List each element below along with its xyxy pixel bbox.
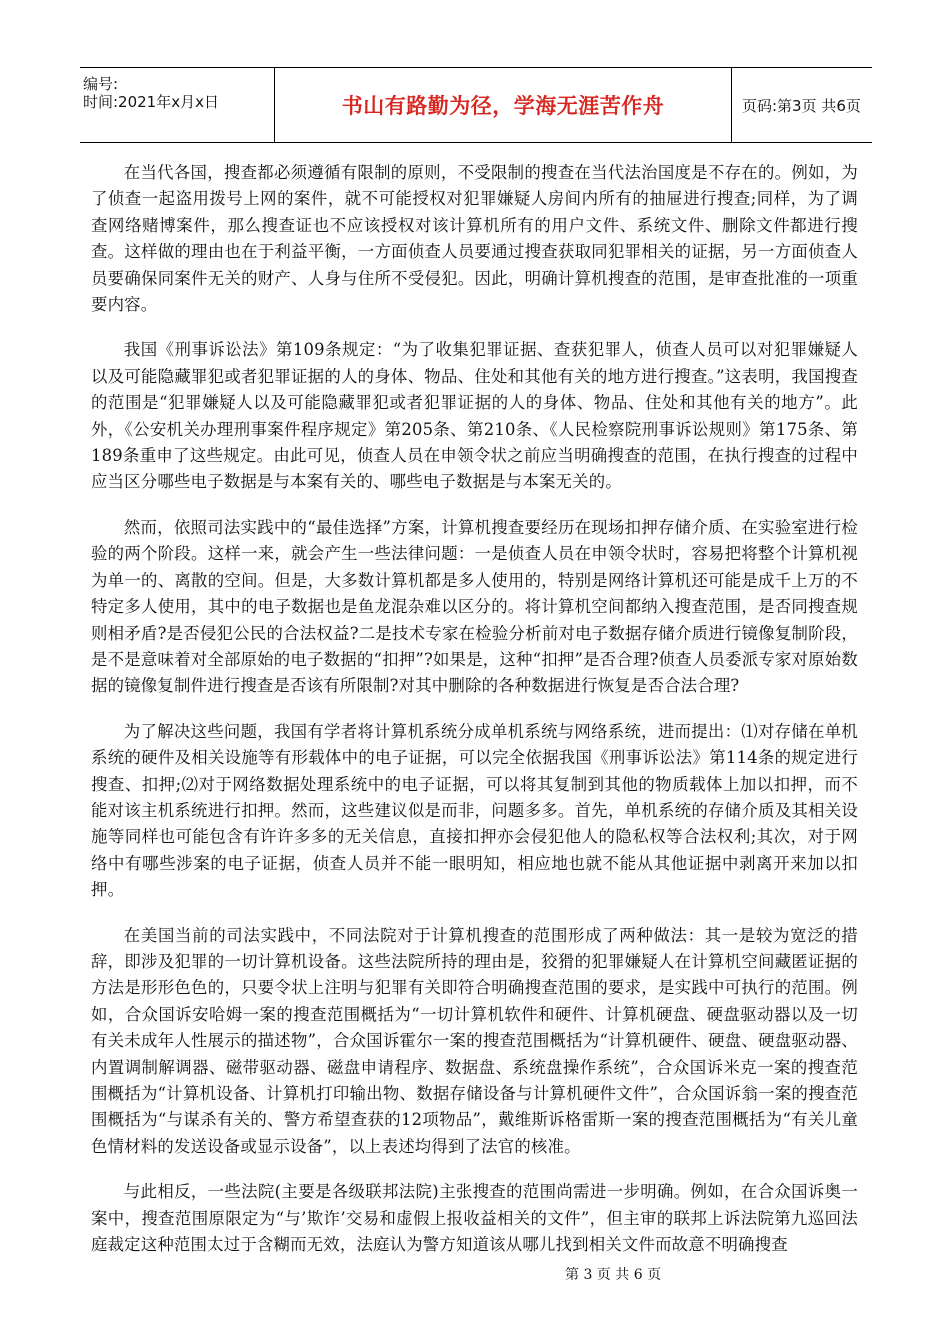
page-footer: 第 3 页 共 6 页 [565, 1267, 662, 1283]
header-motto: 书山有路勤为径，学海无涯苦作舟 [275, 68, 732, 142]
page-header [80, 67, 872, 143]
paragraph: 与此相反，一些法院(主要是各级联邦法院)主张搜查的范围尚需进一步明确。例如，在合众国诉奥一案中，搜查范围原限定为“与’欺诈’交易和虚假上报收益相关的文件”，但主审的联邦上诉法院第九巡回法庭裁定这种范围太过于含糊而无效，法庭认为警方知道该从哪儿找到相关文件而故意不明确搜查 [91, 1182, 858, 1255]
header-meta [80, 68, 275, 142]
document-time-label: 时间:2021年x月x日 [83, 93, 219, 111]
header-page-info: 页码:第3页 共6页 [742, 96, 861, 115]
document-number-label: 编号: [83, 75, 119, 93]
document-body [91, 160, 858, 1277]
paragraph: 为了解决这些问题，我国有学者将计算机系统分成单机系统与网络系统，进而提出：⑴对存储在单机系统的硬件及相关设施等有形载体中的电子证据，可以完全依据我国《刑事诉讼法》第114条的规定进行搜查、扣押;⑵对于网络数据处理系统中的电子证据，可以将其复制到其他的物质载体上加以扣押，而不能对该主机系统进行扣押。然而，这些建议似是而非，问题多多。首先，单机系统的存储介质及其相关设施等同样也可能包含有许许多多的无关信息，直接扣押亦会侵犯他人的隐私权等合法权利;其次，对于网络中有哪些涉案的电子证据，侦查人员并不能一眼明知，相应地也就不能从其他证据中剥离开来加以扣押。 [91, 721, 858, 900]
paragraph: 我国《刑事诉讼法》第109条规定：“为了收集犯罪证据、查获犯罪人，侦查人员可以对犯罪嫌疑人以及可能隐藏罪犯或者犯罪证据的人的身体、物品、住处和其他有关的地方进行搜查。”这表明，我国搜查的范围是“犯罪嫌疑人以及可能隐藏罪犯或者犯罪证据的人的身体、物品、住处和其他有关的地方”。此外，《公安机关办理刑事案件程序规定》第205条、第210条、《人民检察院刑事诉讼规则》第175条、第189条重申了这些规定。由此可见，侦查人员在申领令状之前应当明确搜查的范围，在执行搜查的过程中应当区分哪些电子数据是与本案有关的、哪些电子数据是与本案无关的。 [91, 340, 858, 492]
paragraph: 然而，依照司法实践中的“最佳选择”方案，计算机搜查要经历在现场扣押存储介质、在实验室进行检验的两个阶段。这样一来，就会产生一些法律问题：一是侦查人员在申领令状时，容易把将整个计算机视为单一的、离散的空间。但是，大多数计算机都是多人使用的，特别是网络计算机还可能是成千上万的不特定多人使用，其中的电子数据也是鱼龙混杂难以区分的。将计算机空间都纳入搜查范围，是否同搜查规则相矛盾?是否侵犯公民的合法权益?二是技术专家在检验分析前对电子数据存储介质进行镜像复制阶段，是不是意味着对全部原始的电子数据的“扣押”?如果是，这种“扣押”是否合理?侦查人员委派专家对原始数据的镜像复制件进行搜查是否该有所限制?对其中删除的各种数据进行恢复是否合法合理? [91, 517, 858, 696]
paragraph: 在美国当前的司法实践中，不同法院对于计算机搜查的范围形成了两种做法：其一是较为宽泛的措辞，即涉及犯罪的一切计算机设备。这些法院所持的理由是，狡猾的犯罪嫌疑人在计算机空间藏匿证据的方法是形形色色的，只要令状上注明与犯罪有关即符合明确搜查范围的要求，是实践中可执行的范围。例如，合众国诉安哈姆一案的搜查范围概括为“一切计算机软件和硬件、计算机硬盘、硬盘驱动器以及一切有关未成年人性展示的描述物”，合众国诉霍尔一案的搜查范围概括为“计算机硬件、硬盘、硬盘驱动器、内置调制解调器、磁带驱动器、磁盘申请程序、数据盘、系统盘操作系统”，合众国诉米克一案的搜查范围概括为“计算机设备、计算机打印输出物、数据存储设备与计算机硬件文件”，合众国诉翁一案的搜查范围概括为“与谋杀有关的、警方希望查获的12项物品”，戴维斯诉格雷斯一案的搜查范围概括为“有关儿童色情材料的发送设备或显示设备”，以上表述均得到了法官的核准。 [91, 925, 858, 1156]
paragraph: 在当代各国，搜查都必须遵循有限制的原则，不受限制的搜查在当代法治国度是不存在的。例如，为了侦查一起盗用拨号上网的案件，就不可能授权对犯罪嫌疑人房间内所有的抽屉进行搜查;同样，为了调查网络赌博案件，那么搜查证也不应该授权对该计算机所有的用户文件、系统文件、删除文件都进行搜查。这样做的理由也在于利益平衡，一方面侦查人员要通过搜查获取同犯罪相关的证据，另一方面侦查人员要确保同案件无关的财产、人身与住所不受侵犯。因此，明确计算机搜查的范围，是审查批准的一项重要内容。 [91, 163, 858, 315]
